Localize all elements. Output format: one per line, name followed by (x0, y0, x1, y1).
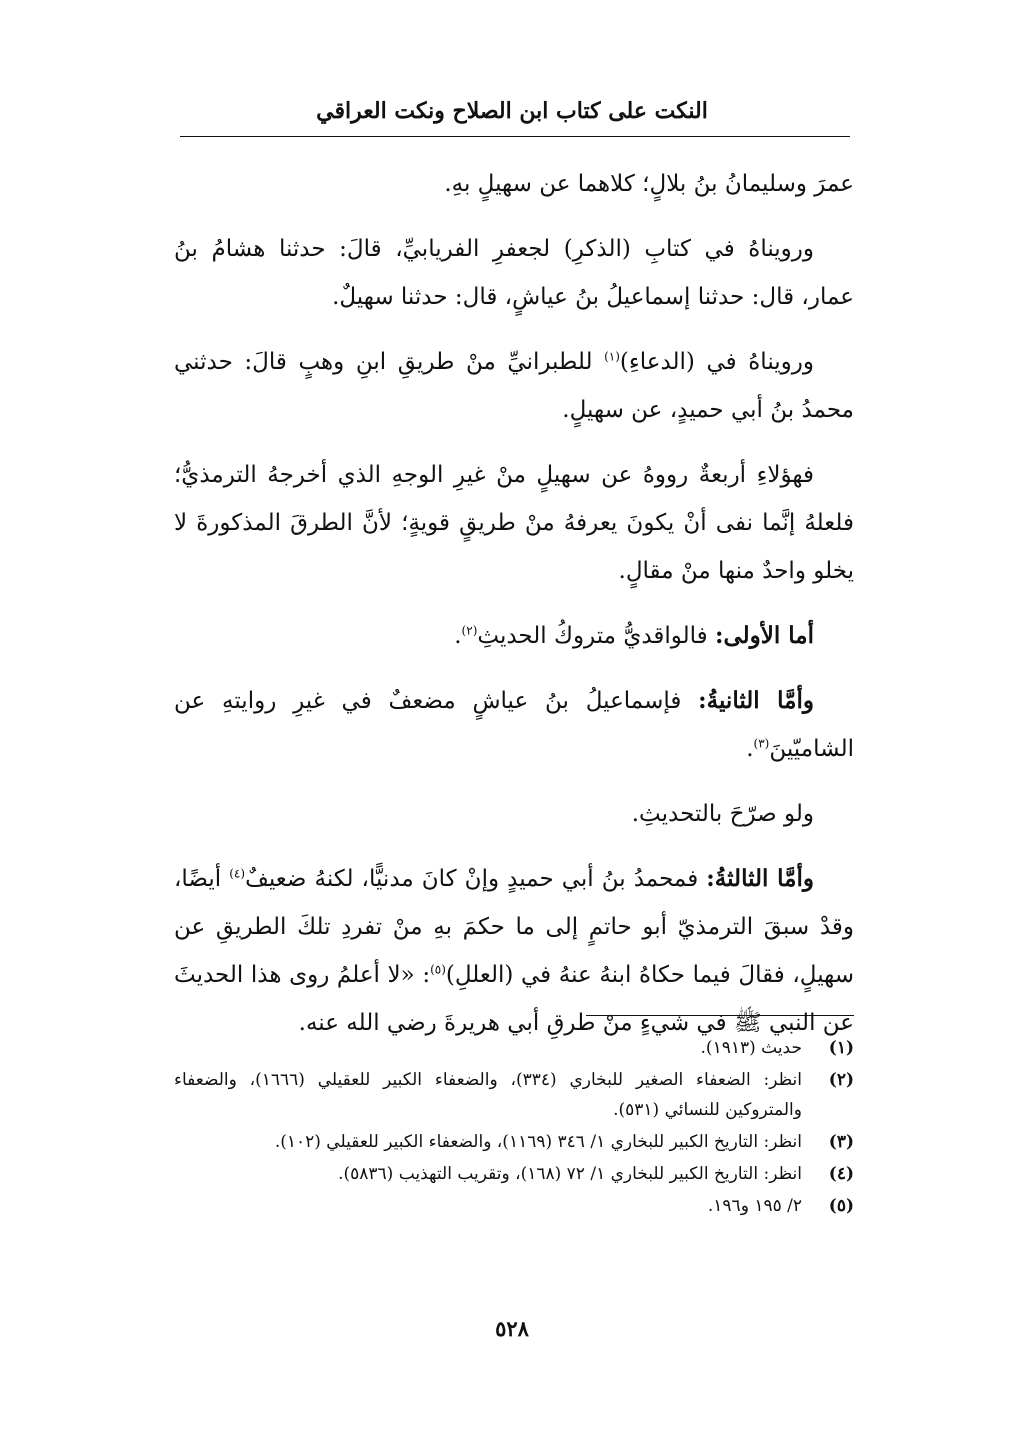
paragraph-8 (174, 855, 854, 1047)
paragraph-6-text: فإسماعيلُ بنُ عياشٍ مضعفٌ في غيرِ روايتهِ عن الشاميّينَ (174, 688, 854, 762)
footnote-5 (174, 1191, 854, 1221)
footnote-text: ٢/ ١٩٥ و١٩٦. (707, 1196, 802, 1216)
paragraph-1-text: عمرَ وسليمانُ بنُ بلالٍ؛ كلاهما عن سهيلٍ بهِ. (444, 171, 854, 197)
main-text (174, 160, 854, 1064)
paragraph-3-text-a: ورويناهُ في (الدعاءِ) (619, 349, 814, 375)
footnote-2 (174, 1065, 854, 1125)
paragraph-2 (174, 225, 854, 321)
paragraph-6-end: . (746, 736, 754, 762)
footnote-number: (٤) (828, 1164, 854, 1184)
paragraph-5-text: فالواقديُّ متروكُ الحديثِ (477, 623, 715, 649)
footnote-ref-2[interactable]: (٢) (461, 623, 478, 638)
footnote-3 (174, 1127, 854, 1157)
footnote-ref-1[interactable]: (١) (604, 349, 620, 364)
footnote-number: (١) (828, 1038, 854, 1058)
footnote-text: انظر: الضعفاء الصغير للبخاري (٣٣٤)، والضعفاء الكبير للعقيلي (١٦٦٦)، والضعفاء والمتروكين للنسائي (٥٣١). (174, 1070, 802, 1120)
footnote-ref-5[interactable]: (٥) (430, 962, 446, 977)
paragraph-8-lead: وأمَّا الثالثةُ: (706, 865, 814, 892)
paragraph-1 (174, 160, 854, 208)
page-number: ٥٢٨ (495, 1316, 529, 1341)
paragraph-4 (174, 451, 854, 595)
running-header: النكت على كتاب ابن الصلاح ونكت العراقي (316, 98, 708, 124)
paragraph-3-text-b: للطبرانيِّ منْ طريقِ ابنِ وهبٍ قالَ: حدثني محمدُ بنُ أبي حميدٍ، عن سهيلٍ. (174, 349, 854, 423)
paragraph-8-text-a: فمحمدُ بنُ أبي حميدٍ وإنْ كانَ مدنيًّا، لكنهُ ضعيفٌ (245, 866, 707, 892)
paragraph-2-text: ورويناهُ في كتابِ (الذكرِ) لجعفرِ الفريابيِّ، قالَ: حدثنا هشامُ بنُ عمار، قال: حدثنا إسماعيلُ بنُ عياشٍ، قال: حدثنا سهيلٌ. (174, 236, 854, 310)
footnote-1 (174, 1033, 854, 1063)
paragraph-7-text: ولو صرّحَ بالتحديثِ. (631, 801, 814, 827)
paragraph-5-lead: أما الأولى: (714, 622, 814, 649)
footnotes (174, 1033, 854, 1223)
footnote-rule (586, 1015, 854, 1016)
footnote-number: (٢) (828, 1070, 854, 1090)
footnote-text: انظر: التاريخ الكبير للبخاري ١/ ٣٤٦ (١١٦٩)، والضعفاء الكبير للعقيلي (١٠٢). (274, 1132, 802, 1152)
footnote-ref-3[interactable]: (٣) (753, 736, 770, 751)
header-rule (180, 136, 850, 137)
paragraph-5 (174, 612, 854, 660)
paragraph-3 (174, 338, 854, 434)
footnote-text: انظر: التاريخ الكبير للبخاري ١/ ٧٢ (١٦٨)، وتقريب التهذيب (٥٨٣٦). (338, 1164, 802, 1184)
footnote-number: (٣) (828, 1132, 854, 1152)
paragraph-7 (174, 790, 854, 838)
paragraph-5-end: . (454, 623, 462, 649)
footnote-number: (٥) (828, 1196, 854, 1216)
paragraph-6 (174, 677, 854, 773)
footnote-text: حديث (١٩١٣). (700, 1038, 802, 1058)
paragraph-4-text: فهؤلاءِ أربعةٌ رووهُ عن سهيلٍ منْ غيرِ الوجهِ الذي أخرجهُ الترمذيُّ؛ فلعلهُ إنَّما نفى أنْ يكونَ يعرفهُ منْ طريقٍ قويةٍ؛ لأنَّ الطرقَ المذكورةَ لا يخلو واحدٌ منها منْ مقالٍ. (174, 462, 854, 584)
paragraph-6-lead: وأمَّا الثانيةُ: (698, 687, 814, 714)
footnote-4 (174, 1159, 854, 1189)
footnote-ref-4[interactable]: (٤) (229, 866, 246, 881)
paragraph-8-text-c: : «لا أعلمُ روى هذا الحديثَ عن النبي ﷺ في شيءٍ منْ طرقِ أبي هريرةَ رضي الله عنه. (174, 962, 854, 1036)
paragraph-8-text-b: أيضًا، وقدْ سبقَ الترمذيّ أبو حاتمٍ إلى ما حكمَ بهِ منْ تفردِ تلكَ الطريقِ عن سهيلٍ، فقالَ فيما حكاهُ ابنهُ عنهُ في (العللِ) (174, 866, 855, 988)
